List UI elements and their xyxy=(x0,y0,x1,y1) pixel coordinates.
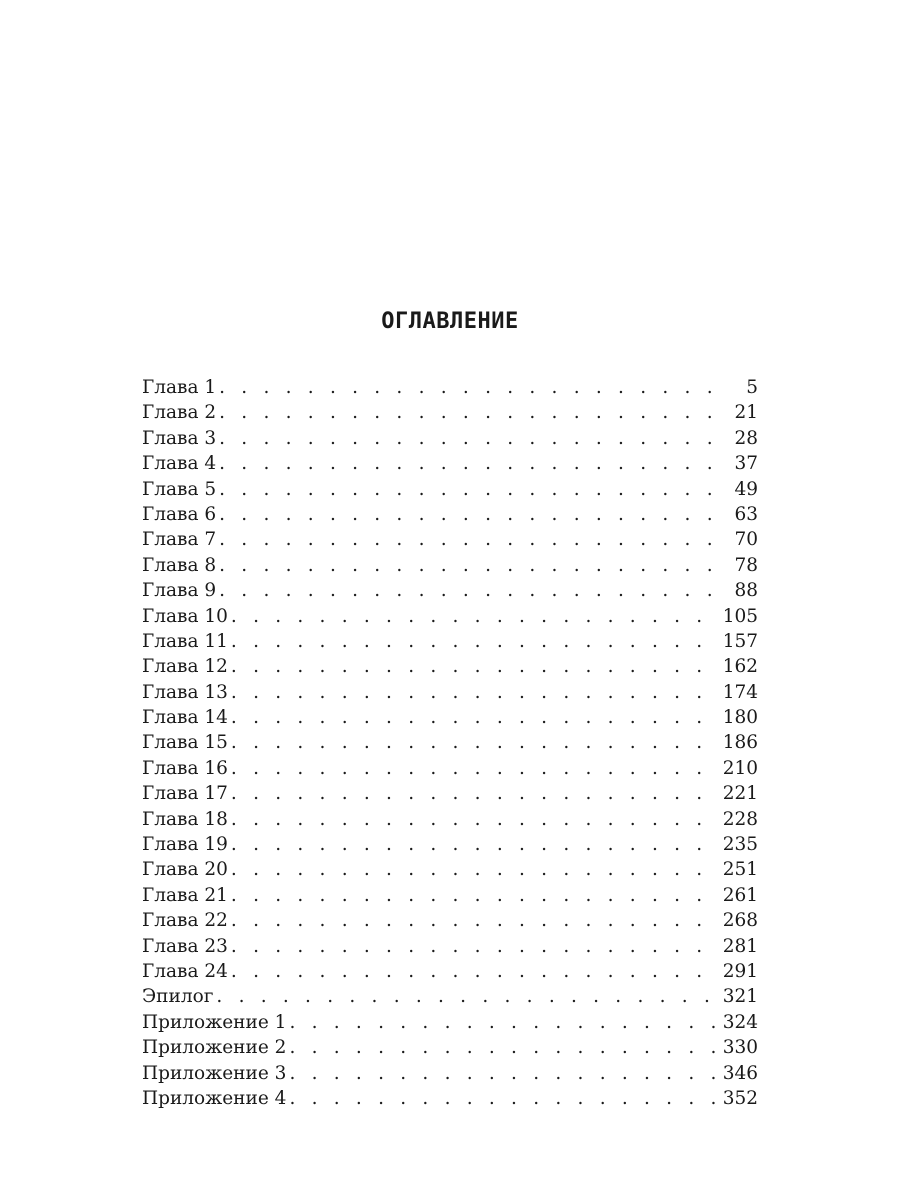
toc-entry-page-number: 49 xyxy=(734,478,758,500)
toc-entry-label: Глава 8 xyxy=(142,554,217,576)
dot-leader xyxy=(219,502,716,527)
toc-entry-page-number: 346 xyxy=(722,1062,758,1084)
toc-entry-label: Глава 21 xyxy=(142,884,228,906)
toc-entry-page-number: 235 xyxy=(722,834,758,856)
toc-entry-page-number: 186 xyxy=(722,732,758,754)
dot-leader xyxy=(219,451,716,476)
toc-entry-page-number: 5 xyxy=(746,377,758,398)
dot-leader xyxy=(231,883,716,908)
toc-entry-page-number: 210 xyxy=(722,757,758,779)
toc-entry xyxy=(142,451,758,476)
toc-entry xyxy=(142,400,758,425)
toc-entry-page-number: 78 xyxy=(734,554,758,576)
dot-leader xyxy=(231,604,716,629)
toc-entry-page-number: 37 xyxy=(734,453,758,475)
toc-entry xyxy=(142,629,758,654)
toc-entry xyxy=(142,934,758,959)
toc-entry xyxy=(142,1035,758,1060)
dot-leader xyxy=(219,375,716,400)
toc-entry-label: Глава 14 xyxy=(142,707,228,729)
toc-entry-label: Приложение 3 xyxy=(142,1062,287,1084)
dot-leader xyxy=(231,654,716,679)
dot-leader xyxy=(219,578,716,603)
toc-entry-page-number: 281 xyxy=(722,935,758,957)
dot-leader xyxy=(231,705,716,730)
dot-leader xyxy=(231,857,716,882)
dot-leader xyxy=(289,1086,716,1111)
toc-entry xyxy=(142,807,758,832)
toc-entry-page-number: 330 xyxy=(722,1037,758,1059)
table-of-contents xyxy=(142,375,758,1111)
toc-entry xyxy=(142,832,758,857)
dot-leader xyxy=(231,908,716,933)
toc-entry-label: Глава 20 xyxy=(142,859,228,881)
toc-entry-label: Глава 7 xyxy=(142,529,217,551)
dot-leader xyxy=(289,1061,716,1086)
dot-leader xyxy=(289,1035,716,1060)
dot-leader xyxy=(216,984,716,1009)
toc-entry-label: Глава 1 xyxy=(142,377,217,398)
toc-entry xyxy=(142,553,758,578)
toc-entry-label: Глава 17 xyxy=(142,783,228,805)
toc-entry xyxy=(142,426,758,451)
toc-entry-page-number: 321 xyxy=(722,986,758,1008)
toc-entry-page-number: 28 xyxy=(734,427,758,449)
toc-entry xyxy=(142,908,758,933)
toc-entry xyxy=(142,604,758,629)
toc-entry-label: Глава 6 xyxy=(142,503,217,525)
toc-entry xyxy=(142,654,758,679)
toc-entry-label: Глава 19 xyxy=(142,834,228,856)
toc-entry-label: Глава 13 xyxy=(142,681,228,703)
dot-leader xyxy=(219,400,716,425)
toc-entry-label: Приложение 4 xyxy=(142,1087,287,1109)
toc-entry-page-number: 63 xyxy=(734,503,758,525)
toc-entry-label: Глава 11 xyxy=(142,630,228,652)
toc-entry xyxy=(142,756,758,781)
toc-entry-label: Глава 23 xyxy=(142,935,228,957)
dot-leader xyxy=(219,477,716,502)
toc-entry-page-number: 291 xyxy=(722,960,758,982)
toc-entry xyxy=(142,1061,758,1086)
toc-entry-page-number: 324 xyxy=(722,1011,758,1033)
dot-leader xyxy=(219,426,716,451)
toc-entry-page-number: 105 xyxy=(722,605,758,627)
toc-entry-page-number: 88 xyxy=(734,580,758,602)
toc-entry-page-number: 180 xyxy=(722,707,758,729)
toc-entry xyxy=(142,578,758,603)
toc-entry-label: Глава 2 xyxy=(142,402,217,424)
toc-entry xyxy=(142,477,758,502)
toc-entry-page-number: 261 xyxy=(722,884,758,906)
toc-entry-label: Глава 10 xyxy=(142,605,228,627)
dot-leader xyxy=(231,807,716,832)
dot-leader xyxy=(231,756,716,781)
toc-entry-page-number: 221 xyxy=(722,783,758,805)
toc-entry xyxy=(142,375,758,400)
page-title: ОГЛАВЛЕНИЕ xyxy=(381,309,519,334)
toc-entry xyxy=(142,883,758,908)
toc-entry-page-number: 251 xyxy=(722,859,758,881)
toc-entry-label: Глава 12 xyxy=(142,656,228,678)
toc-entry-label: Глава 5 xyxy=(142,478,217,500)
toc-entry-page-number: 70 xyxy=(734,529,758,551)
toc-entry xyxy=(142,857,758,882)
dot-leader xyxy=(231,959,716,984)
toc-entry-label: Глава 9 xyxy=(142,580,217,602)
toc-entry xyxy=(142,680,758,705)
dot-leader xyxy=(289,1010,716,1035)
toc-entry-page-number: 162 xyxy=(722,656,758,678)
toc-entry-label: Приложение 1 xyxy=(142,1011,287,1033)
dot-leader xyxy=(231,832,716,857)
dot-leader xyxy=(219,527,716,552)
dot-leader xyxy=(231,730,716,755)
toc-entry-page-number: 157 xyxy=(722,630,758,652)
toc-entry-label: Приложение 2 xyxy=(142,1037,287,1059)
toc-entry-page-number: 21 xyxy=(734,402,758,424)
toc-entry xyxy=(142,984,758,1009)
toc-entry xyxy=(142,781,758,806)
toc-entry-page-number: 174 xyxy=(722,681,758,703)
dot-leader xyxy=(231,629,716,654)
dot-leader xyxy=(231,781,716,806)
toc-entry-page-number: 352 xyxy=(722,1087,758,1109)
toc-entry-page-number: 228 xyxy=(722,808,758,830)
toc-entry-label: Глава 3 xyxy=(142,427,217,449)
toc-entry-label: Глава 16 xyxy=(142,757,228,779)
toc-entry xyxy=(142,705,758,730)
dot-leader xyxy=(231,934,716,959)
toc-entry-label: Эпилог xyxy=(142,986,214,1008)
toc-entry xyxy=(142,1086,758,1111)
toc-entry xyxy=(142,730,758,755)
toc-entry xyxy=(142,527,758,552)
toc-entry-label: Глава 18 xyxy=(142,808,228,830)
toc-entry-label: Глава 24 xyxy=(142,960,228,982)
toc-entry-label: Глава 4 xyxy=(142,453,217,475)
toc-entry xyxy=(142,1010,758,1035)
toc-entry-label: Глава 22 xyxy=(142,910,228,932)
toc-entry xyxy=(142,959,758,984)
dot-leader xyxy=(219,553,716,578)
toc-entry-page-number: 268 xyxy=(722,910,758,932)
toc-entry-label: Глава 15 xyxy=(142,732,228,754)
dot-leader xyxy=(231,680,716,705)
toc-entry xyxy=(142,502,758,527)
